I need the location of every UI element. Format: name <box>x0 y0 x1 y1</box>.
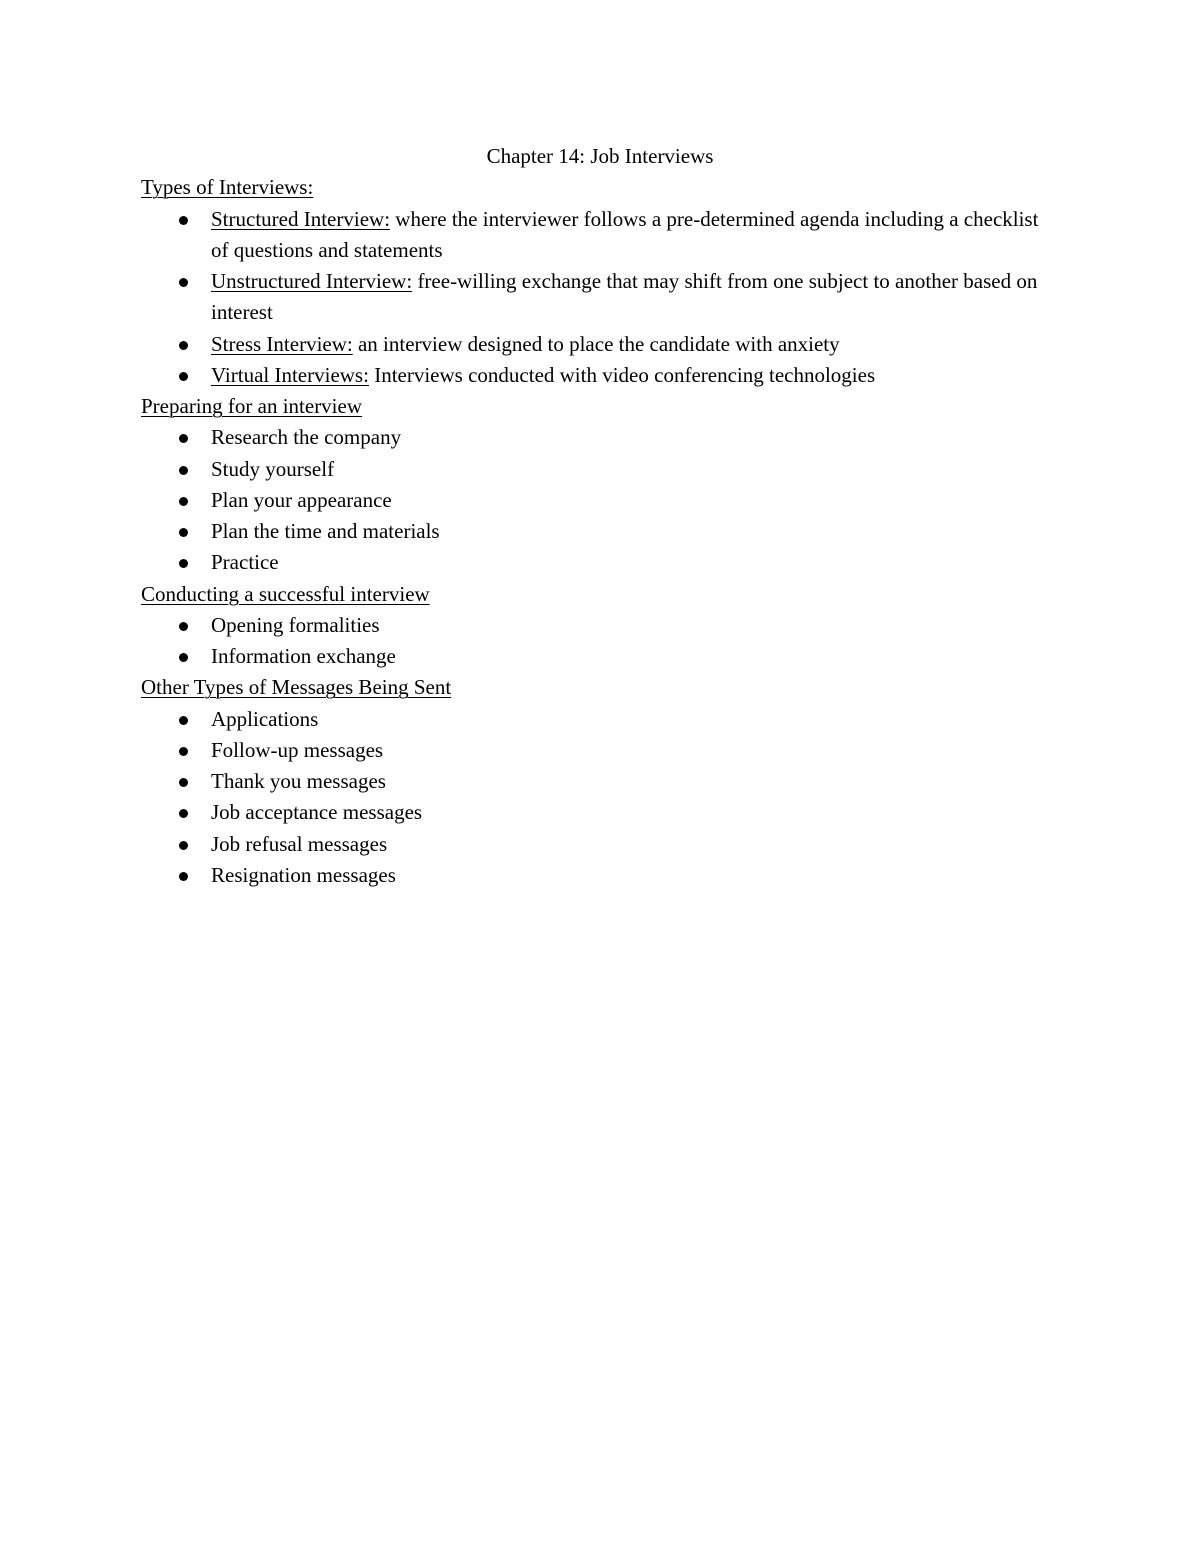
bullet-icon <box>179 341 188 350</box>
list-item-text: Information exchange <box>211 644 396 668</box>
list-item <box>141 860 1059 891</box>
list-item <box>141 547 1059 578</box>
list-item-text: Practice <box>211 550 279 575</box>
term-label: Virtual Interviews: <box>211 362 369 387</box>
bullet-icon <box>179 809 188 818</box>
bullet-icon <box>179 716 188 725</box>
bullet-list <box>141 704 1059 892</box>
list-item <box>141 422 1059 453</box>
bullet-icon <box>179 278 188 287</box>
bullet-icon <box>179 434 188 443</box>
list-item <box>141 610 1059 641</box>
bullet-list <box>141 610 1059 673</box>
section-other-messages <box>141 672 1059 891</box>
bullet-list <box>141 204 1059 392</box>
list-item <box>141 454 1059 485</box>
list-item <box>141 266 1059 329</box>
bullet-icon <box>179 497 188 506</box>
list-item <box>141 516 1059 547</box>
bullet-icon <box>179 216 188 225</box>
bullet-icon <box>179 841 188 850</box>
bullet-list <box>141 422 1059 578</box>
list-item-text: Study yourself <box>211 456 335 481</box>
list-item <box>141 360 1059 391</box>
bullet-icon <box>179 559 188 568</box>
term-label: Structured Interview: <box>211 206 391 231</box>
bullet-icon <box>179 653 188 662</box>
list-item-text: Resignation messages <box>211 862 396 887</box>
list-item <box>141 204 1059 267</box>
bullet-icon <box>179 466 188 475</box>
list-item <box>141 704 1059 735</box>
list-item-text: Thank you messages <box>211 769 386 793</box>
section-heading: Other Types of Messages Being Sent <box>141 675 452 700</box>
section-heading: Types of Interviews: <box>141 175 314 200</box>
section-preparing-for-interview <box>141 391 1059 579</box>
list-item-text: Plan your appearance <box>211 487 392 512</box>
term-label: Unstructured Interview: <box>211 269 413 293</box>
list-item-text: Opening formalities <box>211 612 380 637</box>
list-item-text: Plan the time and materials <box>211 519 440 543</box>
list-item <box>141 735 1059 766</box>
section-types-of-interviews <box>141 172 1059 391</box>
section-heading: Conducting a successful interview <box>141 581 430 606</box>
bullet-icon <box>179 778 188 787</box>
term-definition: Interviews conducted with video conferencing technologies <box>368 362 876 387</box>
bullet-icon <box>179 747 188 756</box>
list-item-text: Job refusal messages <box>211 831 388 856</box>
list-item <box>141 797 1059 828</box>
term-definition: where the interviewer follows a pre-determined agenda including a checklist of questions and statements <box>211 206 1039 262</box>
page-title: Chapter 14: Job Interviews <box>486 144 714 168</box>
term-definition: an interview designed to place the candidate with anxiety <box>352 331 840 356</box>
section-conducting-interview <box>141 579 1059 673</box>
term-definition: free-willing exchange that may shift from one subject to another based on interest <box>211 269 1038 325</box>
list-item-text: Follow-up messages <box>211 737 384 762</box>
bullet-icon <box>179 372 188 381</box>
list-item <box>141 641 1059 672</box>
bullet-icon <box>179 622 188 631</box>
document-body <box>141 141 1059 891</box>
section-heading: Preparing for an interview <box>141 394 363 418</box>
term-label: Stress Interview: <box>211 331 353 356</box>
list-item <box>141 485 1059 516</box>
list-item-text: Applications <box>211 706 319 731</box>
bullet-icon <box>179 872 188 881</box>
list-item-text: Job acceptance messages <box>211 800 423 825</box>
bullet-icon <box>179 528 188 537</box>
list-item <box>141 329 1059 360</box>
list-item <box>141 766 1059 797</box>
list-item <box>141 829 1059 860</box>
list-item-text: Research the company <box>211 425 402 450</box>
